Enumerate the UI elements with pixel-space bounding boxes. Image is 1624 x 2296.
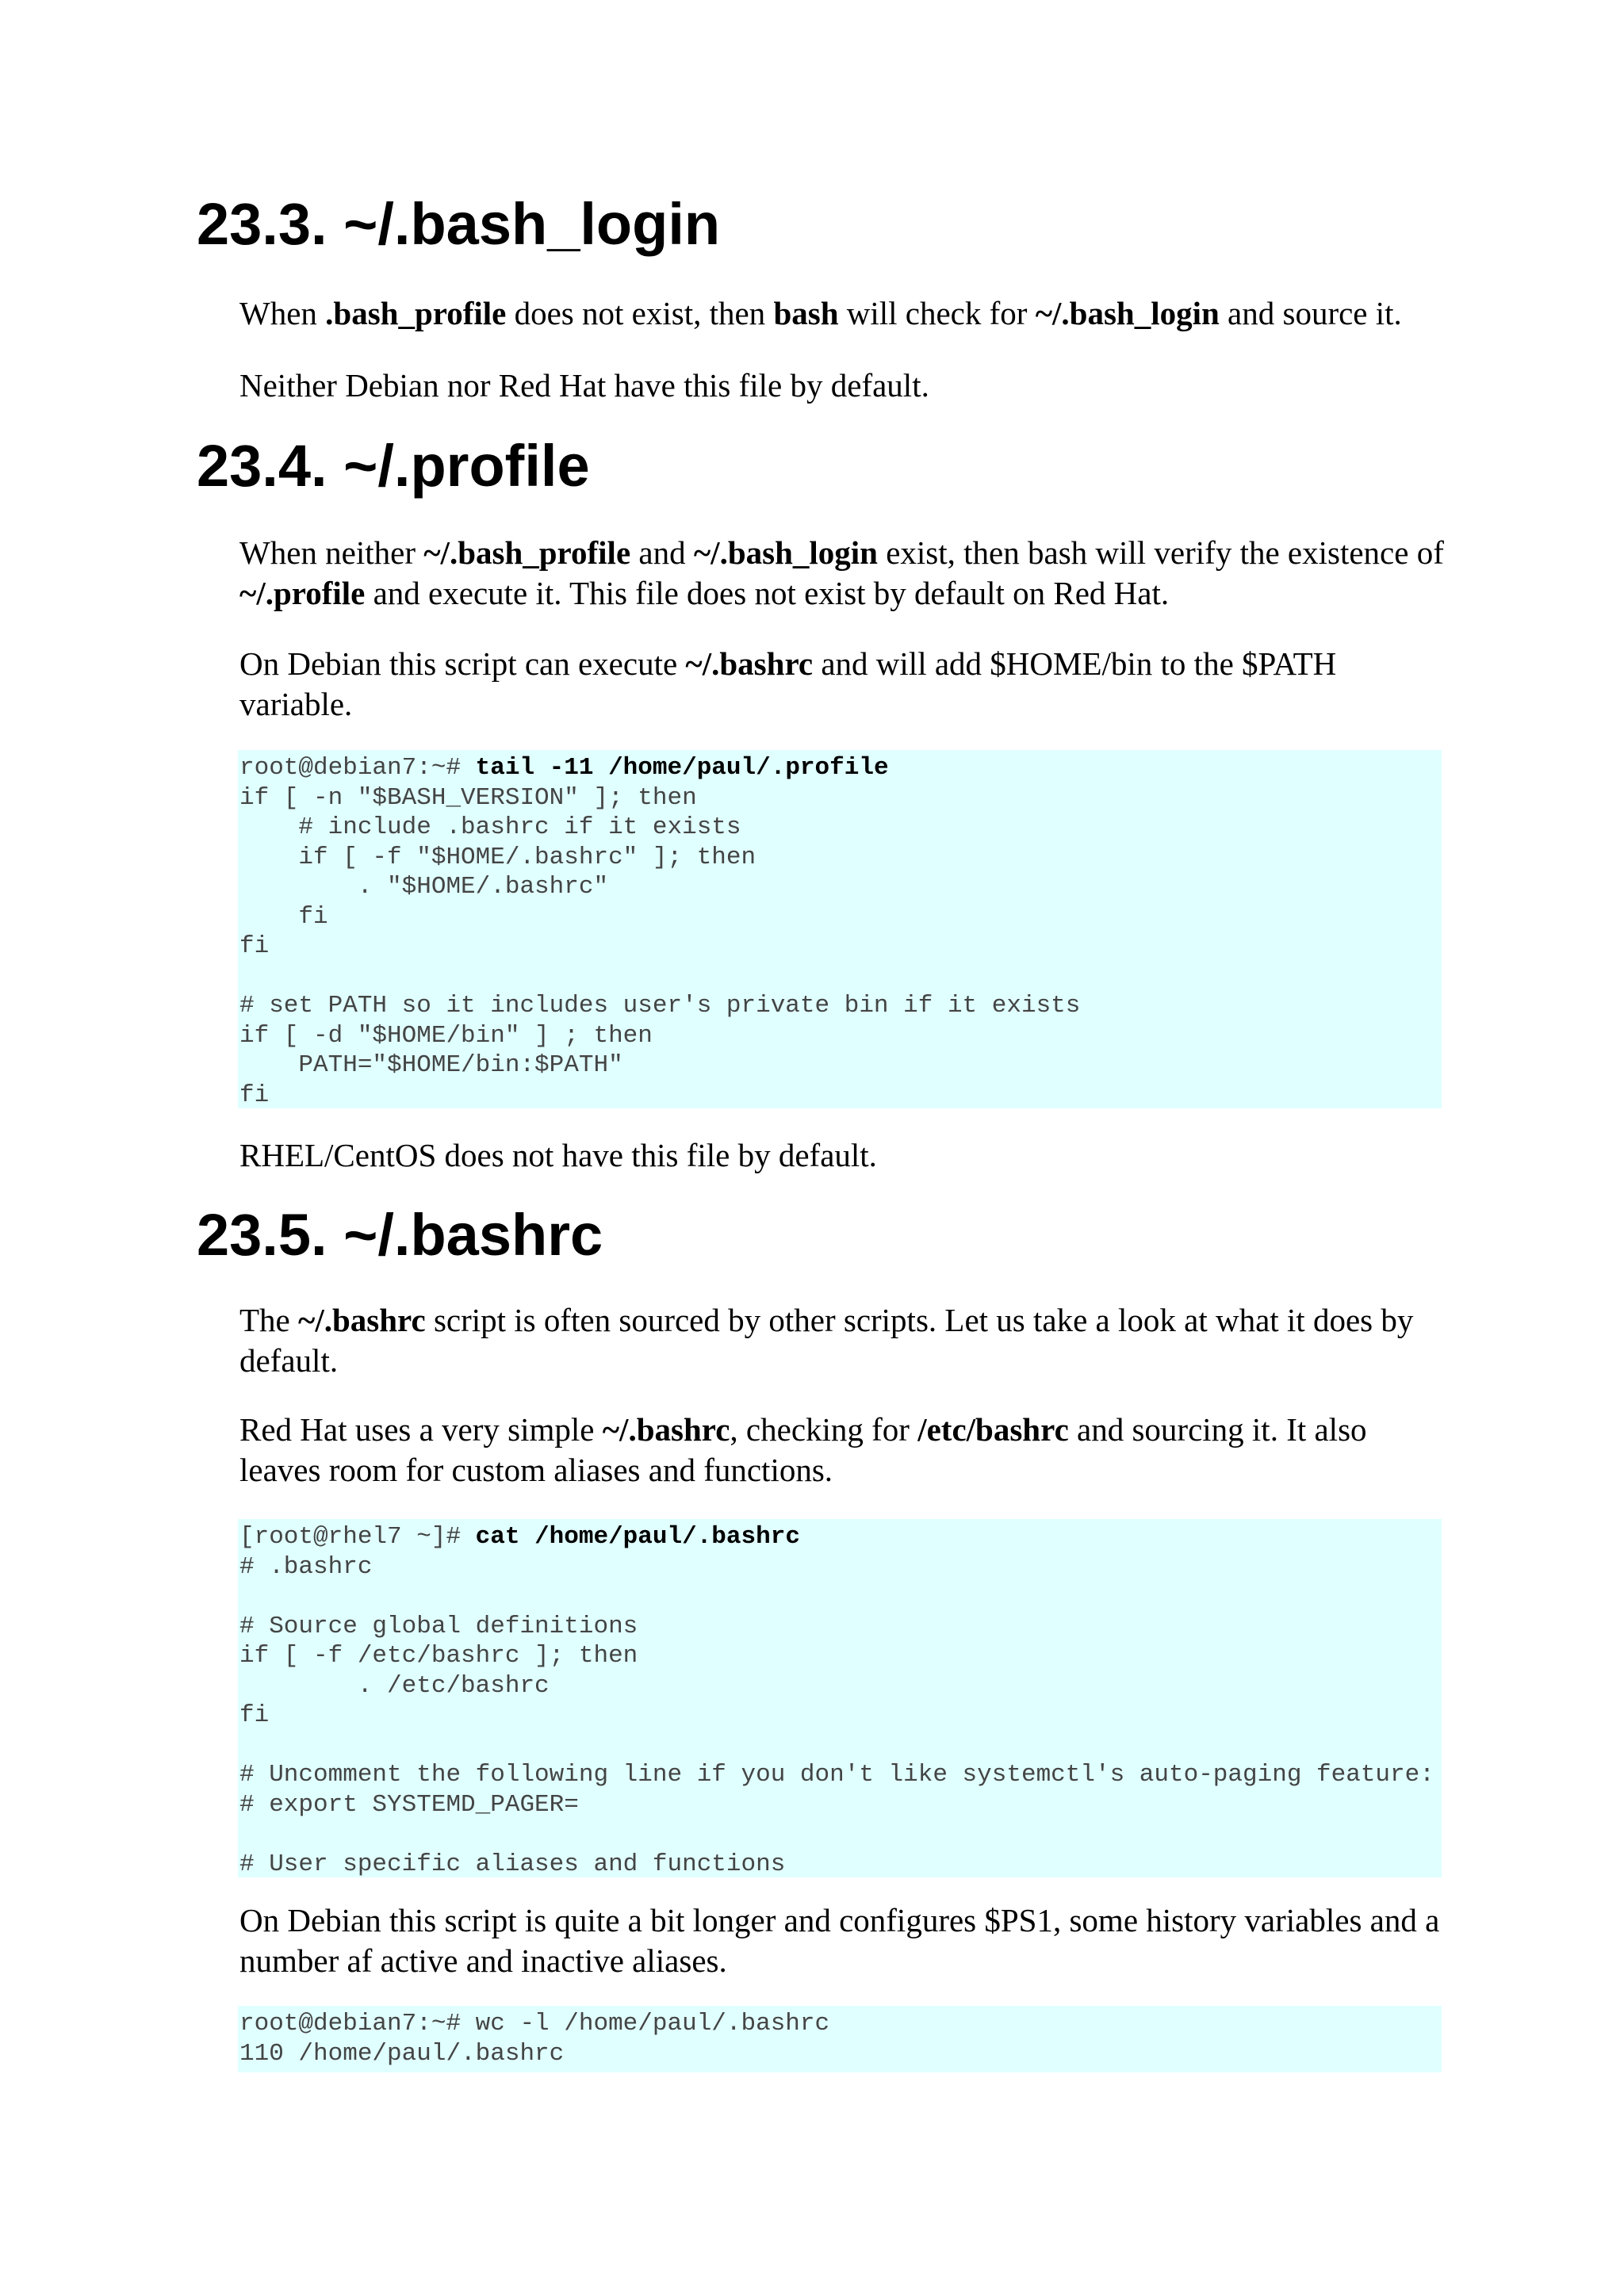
text-run: and bbox=[630, 534, 694, 571]
text-run: does not exist, then bbox=[506, 295, 774, 331]
bold-term: ~/.profile bbox=[239, 575, 366, 611]
code-block-profile bbox=[238, 750, 1442, 1108]
code-line: # Source global definitions bbox=[239, 1612, 638, 1640]
code-line: root@debian7:~# wc -l /home/paul/.bashrc bbox=[239, 2010, 830, 2038]
text-run: exist, then bash will verify the existence of bbox=[877, 534, 1444, 571]
paragraph: On Debian this script is quite a bit longer and configures $PS1, some history variables and a number af active and inactive aliases. bbox=[239, 1902, 1440, 1979]
code-line: if [ -d "$HOME/bin" ] ; then bbox=[239, 1021, 653, 1050]
paragraph bbox=[239, 644, 1445, 725]
code-line bbox=[239, 1820, 1442, 1850]
prompt-line bbox=[239, 753, 1442, 783]
bold-term: ~/.bashrc bbox=[298, 1302, 426, 1338]
bold-term: ~/.bash_profile bbox=[423, 534, 631, 571]
paragraph bbox=[239, 1410, 1445, 1490]
code-line: . /etc/bashrc bbox=[239, 1671, 550, 1700]
text-run: On Debian this script can execute bbox=[239, 645, 686, 682]
bold-term: ~/.bash_login bbox=[693, 534, 878, 571]
code-line: fi bbox=[239, 1081, 270, 1108]
text-run: and will add $HOME/bin to the $PATH variable. bbox=[239, 645, 1337, 722]
paragraph bbox=[239, 365, 1445, 406]
shell-prompt: root@debian7:~# bbox=[239, 754, 476, 782]
text-run: Red Hat uses a very simple bbox=[239, 1411, 603, 1448]
bold-term: ~/.bashrc bbox=[685, 645, 814, 682]
paragraph bbox=[239, 533, 1445, 614]
bold-term: .bash_profile bbox=[325, 295, 507, 331]
paragraph bbox=[239, 293, 1445, 334]
paragraph bbox=[239, 1300, 1445, 1381]
bold-term: /etc/bashrc bbox=[917, 1411, 1069, 1448]
shell-prompt: [root@rhel7 ~]# bbox=[239, 1523, 476, 1551]
code-line: # include .bashrc if it exists bbox=[239, 813, 741, 841]
code-line: # export SYSTEMD_PAGER= bbox=[239, 1790, 579, 1819]
code-line: if [ -f /etc/bashrc ]; then bbox=[239, 1642, 638, 1670]
code-line bbox=[239, 1582, 1442, 1612]
text-run: and sourcing it. It also leaves room for custom aliases and functions. bbox=[239, 1411, 1367, 1488]
code-line bbox=[239, 962, 1442, 992]
section-heading-bash-login: 23.3. ~/.bash_login bbox=[197, 191, 721, 257]
code-line bbox=[239, 1731, 1442, 1761]
text-run: The bbox=[239, 1302, 298, 1338]
code-line: # set PATH so it includes user's private bin if it exists bbox=[239, 992, 1081, 1020]
section-heading-profile: 23.4. ~/.profile bbox=[197, 433, 590, 499]
code-line: # .bashrc bbox=[239, 1552, 373, 1581]
text-run: When bbox=[239, 295, 326, 331]
shell-command: cat /home/paul/.bashrc bbox=[475, 1523, 800, 1551]
paragraph: RHEL/CentOS does not have this file by default. bbox=[239, 1137, 877, 1173]
shell-command: tail -11 /home/paul/.profile bbox=[475, 754, 889, 782]
code-line: # User specific aliases and functions bbox=[239, 1850, 786, 1877]
text-run: will check for bbox=[838, 295, 1036, 331]
prompt-line bbox=[239, 1522, 1442, 1552]
code-line: if [ -f "$HOME/.bashrc" ]; then bbox=[239, 843, 756, 871]
code-line: # Uncomment the following line if you don't like systemctl's auto-paging feature: bbox=[239, 1761, 1434, 1789]
section-heading-bashrc: 23.5. ~/.bashrc bbox=[197, 1202, 603, 1268]
bold-term: bash bbox=[773, 295, 839, 331]
bold-term: ~/.bash_login bbox=[1035, 295, 1220, 331]
code-line: 110 /home/paul/.bashrc bbox=[239, 2039, 565, 2068]
code-line: fi bbox=[239, 902, 328, 931]
code-line: if [ -n "$BASH_VERSION" ]; then bbox=[239, 783, 697, 812]
code-line: fi bbox=[239, 932, 270, 960]
text-run: When neither bbox=[239, 534, 424, 571]
code-line: fi bbox=[239, 1701, 270, 1729]
code-block-debian-wc bbox=[238, 2006, 1442, 2072]
code-line: PATH="$HOME/bin:$PATH" bbox=[239, 1051, 623, 1079]
code-line: . "$HOME/.bashrc" bbox=[239, 873, 609, 901]
text-run: , checking for bbox=[730, 1411, 918, 1448]
text-run: and execute it. This file does not exist by default on Red Hat. bbox=[365, 575, 1170, 611]
text-run: Neither Debian nor Red Hat have this file by default. bbox=[239, 367, 929, 404]
text-run: and source it. bbox=[1219, 295, 1402, 331]
code-block-rhel-bashrc bbox=[238, 1519, 1442, 1877]
text-run: script is often sourced by other scripts. Let us take a look at what it does by default. bbox=[239, 1302, 1414, 1379]
bold-term: ~/.bashrc bbox=[602, 1411, 730, 1448]
